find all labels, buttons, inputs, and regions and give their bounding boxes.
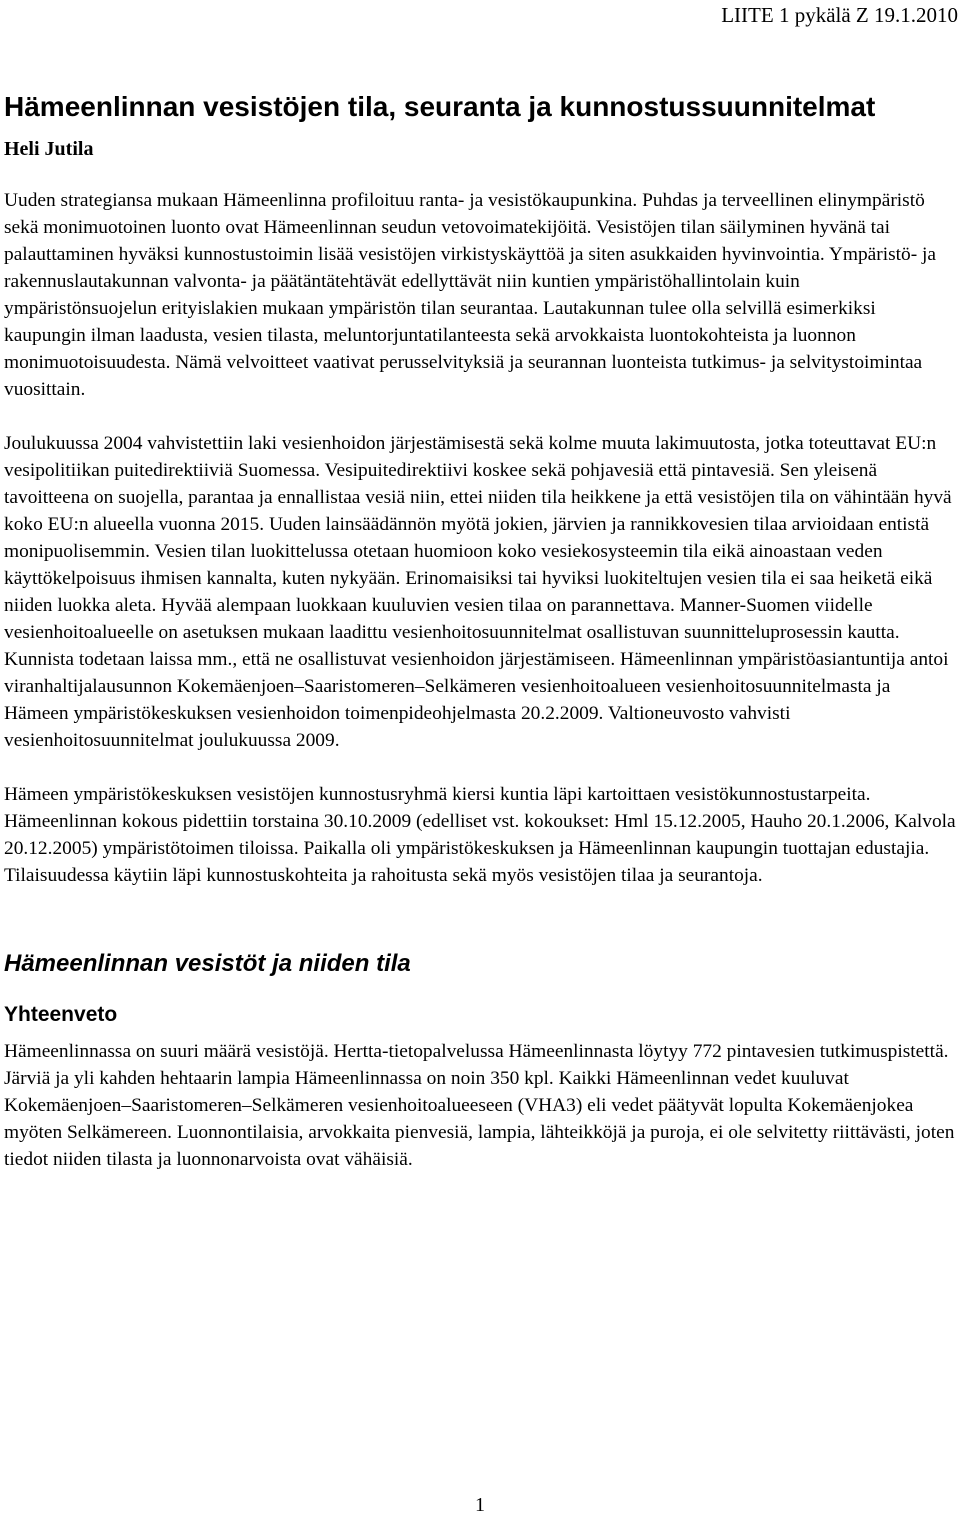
body-paragraph: Joulukuussa 2004 vahvistettiin laki vesienhoidon järjestämisestä sekä kolme muuta lakimuutosta, jotka toteuttavat EU:n vesipolitiikan puitedirektiiviä Suomessa. Vesipuitedirektiivi koskee sekä pohjavesiä että pintavesiä. Sen yleisenä tavoitteena on suojella, parantaa ja ennallistaa vesiä niin, ettei niiden tila heikkene ja että vesistöjen tila on vähintään hyvä koko EU:n alueella vuonna 2015. Uuden lainsäädännön myötä jokien, järvien ja rannikkovesien tilaa arvioidaan entistä monipuolisemmin. Vesien tilan luokittelussa otetaan huomioon koko vesiekosysteemin tila eikä ainoastaan veden käyttökelpoisuus ihmisen kannalta, kuten nykyään. Erinomaisiksi tai hyviksi luokiteltujen vesien tila ei saa heiketä eikä niiden luokka aleta. Hyvää alempaan luokkaan kuuluvien vesien tilaa on parannettava. Manner-Suomen viidelle vesienhoitoalueelle on asetuksen mukaan laadittu vesienhoitosuunnitelmat osallistuvan suunnitteluprosessin kautta. Kunnista todetaan laissa mm., että ne osallistuvat vesienhoidon järjestämiseen. Hämeenlinnan ympäristöasiantuntija antoi viranhaltijalausunnon Kokemäenjoen–Saaristomeren–Selkämeren vesienhoitoalueen vesienhoitosuunnitelmasta ja Hämeen ympäristökeskuksen vesienhoidon toimenpideohjelmasta 20.2.2009. Valtioneuvosto vahvisti vesienhoitosuunnitelmat joulukuussa 2009. — [4, 433, 952, 751]
document-body — [4, 88, 956, 1173]
section-heading: Hämeenlinnan vesistöt ja niiden tila — [4, 950, 411, 977]
document-title: Hämeenlinnan vesistöjen tila, seuranta ja kunnostussuunnitelmat — [4, 91, 876, 122]
body-paragraph: Hämeen ympäristökeskuksen vesistöjen kunnostusryhmä kiersi kuntia läpi kartoittaen vesistökunnostustarpeita. Hämeenlinnan kokous pidettiin torstaina 30.10.2009 (edelliset vst. kokoukset: Hml 15.12.2005, Hauho 20.1.2006, Kalvola 20.12.2005) ympäristötoimen tiloissa. Paikalla oli ympäristökeskuksen ja Hämeenlinnan kaupungin tuottajan edustajia. Tilaisuudessa käytiin läpi kunnostuskohteita ja rahoitusta sekä myös vesistöjen tilaa ja seurantoja. — [4, 784, 956, 886]
author-name: Heli Jutila — [4, 138, 94, 160]
body-paragraph: Hämeenlinnassa on suuri määrä vesistöjä. Hertta-tietopalvelussa Hämeenlinnasta löytyy 772 pintavesien tutkimuspistettä. Järviä ja yli kahden hehtaarin lampia Hämeenlinnassa on noin 350 kpl. Kaikki Hämeenlinnan vedet kuuluvat Kokemäenjoen–Saaristomeren–Selkämeren vesienhoitoalueeseen (VHA3) eli vedet päätyvät lopulta Kokemäenjokea myöten Selkämereen. Luonnontilaisia, arvokkaita pienvesiä, lampia, lähteikköjä ja puroja, ei ole selvitetty riittävästi, joten tiedot niiden tilasta ja luonnonarvoista ovat vähäisiä. — [4, 1041, 955, 1170]
page-number: 1 — [475, 1494, 485, 1516]
document-reference: LIITE 1 pykälä Z 19.1.2010 — [721, 3, 958, 27]
body-paragraph: Uuden strategiansa mukaan Hämeenlinna profiloituu ranta- ja vesistökaupunkina. Puhdas ja terveellinen elinympäristö sekä monimuotoinen luonto ovat Hämeenlinnan seudun vetovoimatekijöitä. Vesistöjen tilan säilyminen hyvänä tai palauttaminen hyväksi kunnostustoimin lisää vesistöjen virkistyskäyttöä ja siten asukkaiden hyvinvointia. Ympäristö- ja rakennuslautakunnan valvonta- ja päätäntätehtävät edellyttävät niin kuntien ympäristöhallintolain kuin ympäristönsuojelun erityislakien mukaan ympäristön tilan seurantaa. Lautakunnan tulee olla selvillä esimerkiksi kaupungin ilman laadusta, vesien tilasta, meluntorjuntatilanteesta sekä arvokkaista luontokohteista ja luonnon monimuotoisuudesta. Nämä velvoitteet vaativat perusselvityksiä ja seurannan luonteista tutkimus- ja selvitystoimintaa vuosittain. — [4, 190, 937, 400]
subsection-heading: Yhteenveto — [4, 1003, 118, 1026]
